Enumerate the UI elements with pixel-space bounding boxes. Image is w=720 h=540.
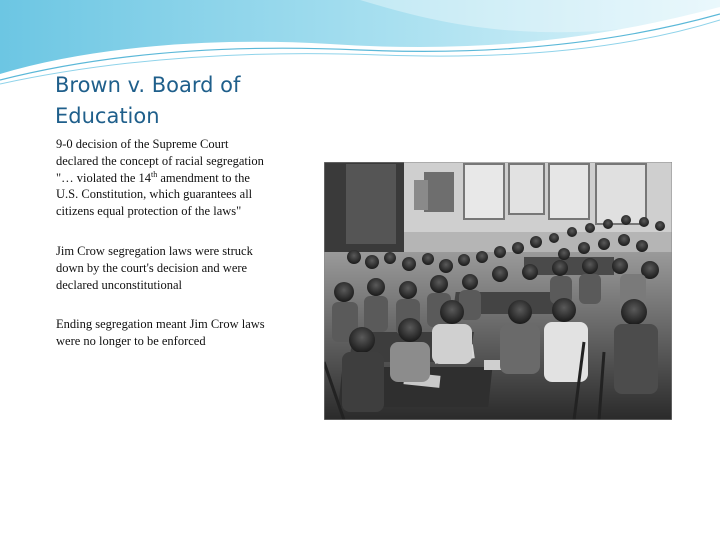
paragraph-jim-crow-struck: Jim Crow segregation laws were struck down by the court's decision and were declared unconstitutional	[56, 243, 253, 292]
classroom-photo	[324, 162, 672, 420]
paragraph-decision	[56, 136, 268, 220]
slide-title: Brown v. Board of Education	[55, 73, 241, 128]
paragraph-decision-part1: 9-0 decision of the Supreme Court declared the concept of racial segregation "… violated the 14	[56, 137, 264, 185]
paragraph-decision-part2: amendment to the U.S. Constitution, which guarantees all citizens equal protection of the laws"	[56, 170, 253, 219]
ordinal-superscript: th	[151, 169, 158, 179]
paragraph-ending-segregation: Ending segregation meant Jim Crow laws were no longer to be enforced	[56, 317, 265, 349]
body-text	[56, 136, 268, 373]
classroom-photo-icon	[324, 162, 672, 420]
